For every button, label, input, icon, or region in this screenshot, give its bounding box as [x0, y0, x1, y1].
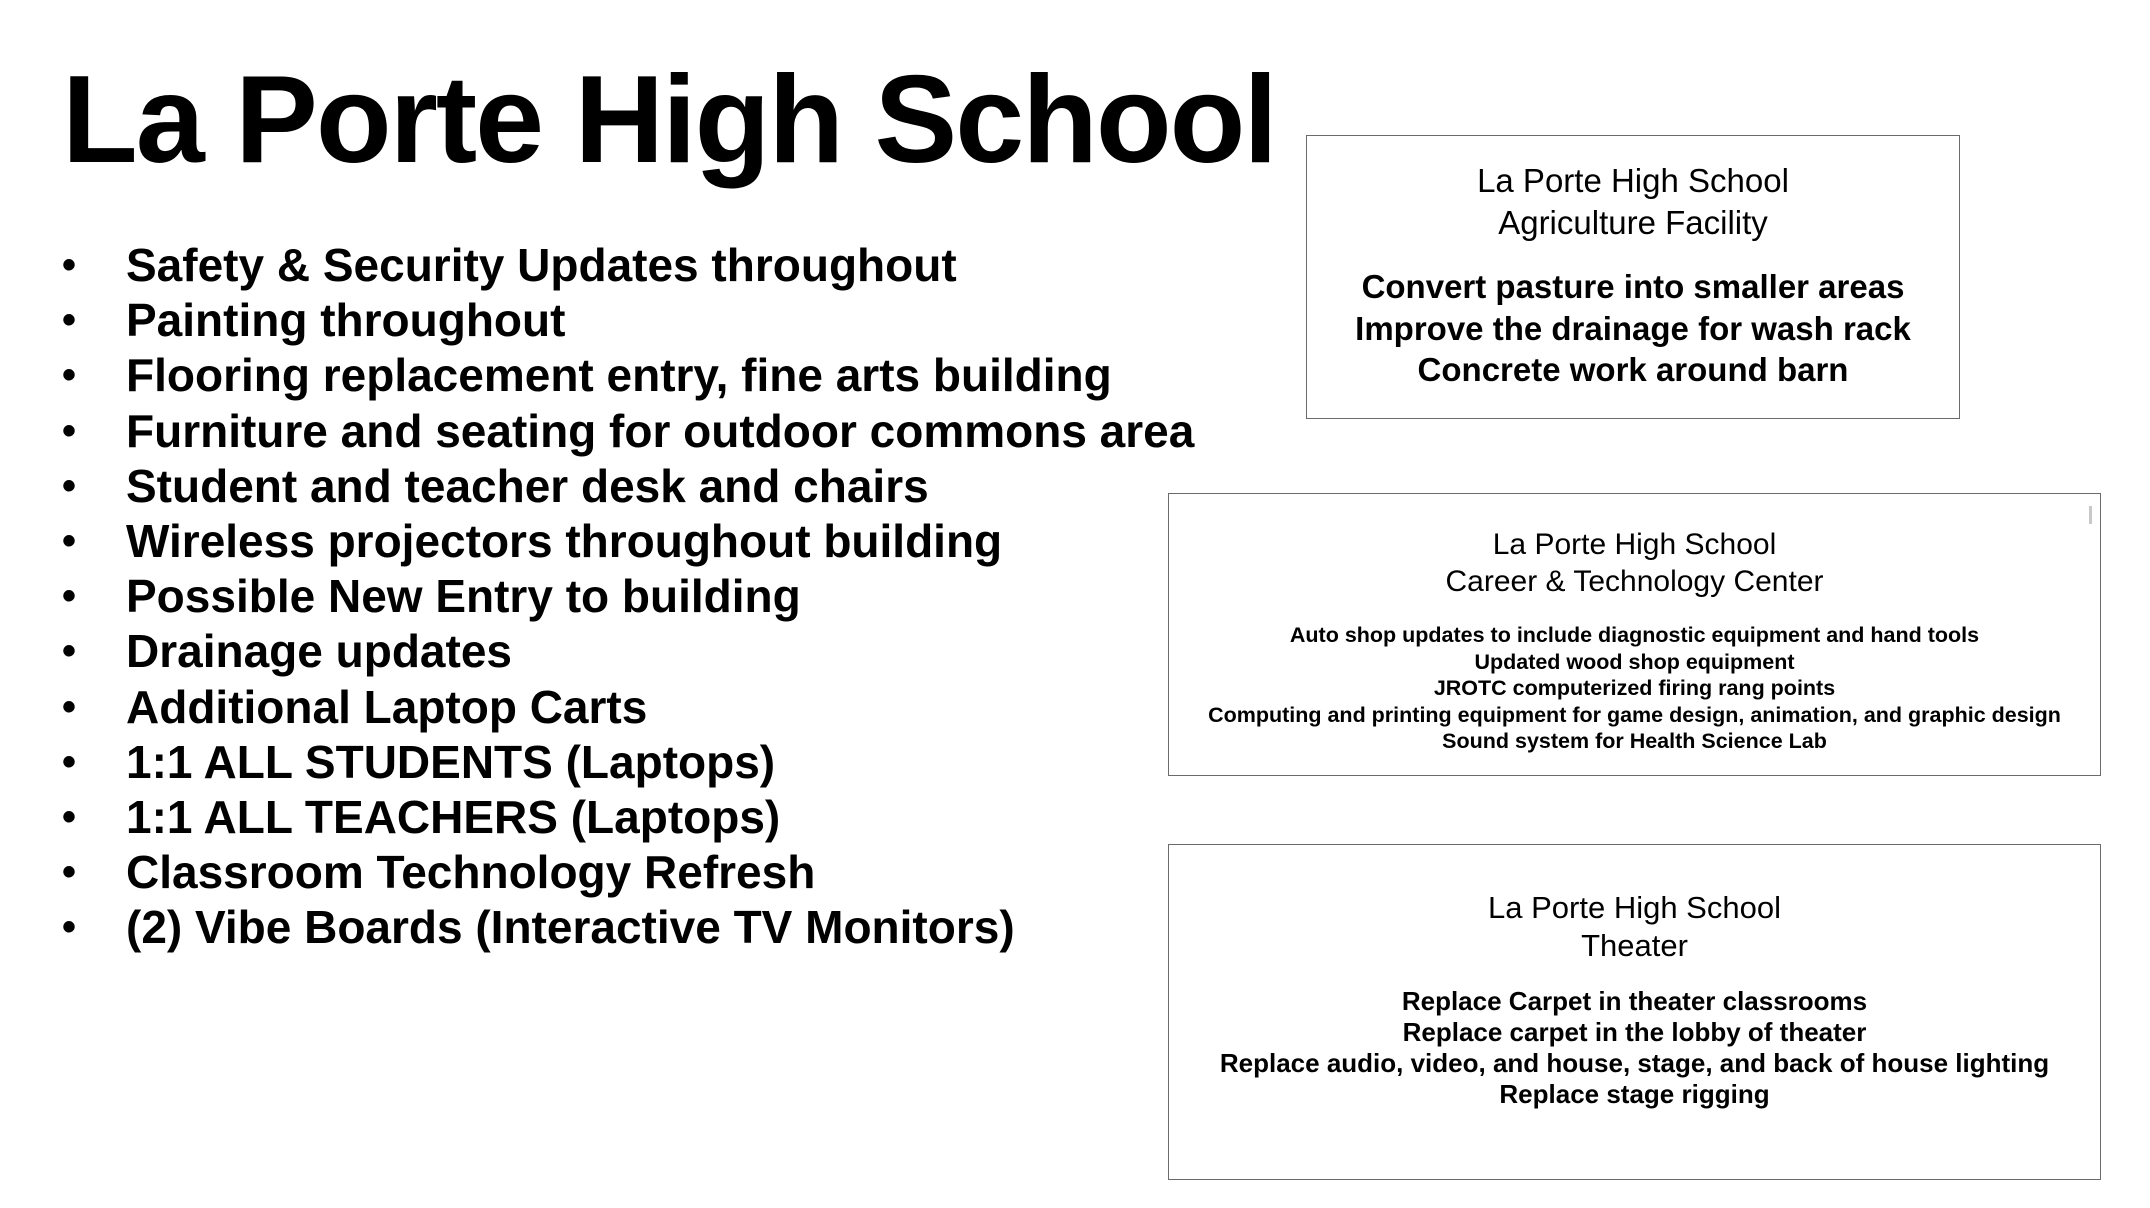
box-item: Replace audio, video, and house, stage, and back of house lighting — [1219, 1048, 2050, 1078]
bullet-dot-icon: • — [62, 629, 77, 674]
facility-name-line: Agriculture Facility — [1498, 204, 1768, 241]
bullet-item — [62, 293, 1194, 348]
box-heading — [1169, 526, 2100, 600]
bullet-item — [62, 680, 1194, 735]
bullet-text: Flooring replacement entry, fine arts building — [126, 349, 1112, 402]
box-item: Computing and printing equipment for game design, animation, and graphic design — [1208, 702, 2061, 727]
box-item: Sound system for Health Science Lab — [1442, 729, 1827, 753]
bullet-item — [62, 624, 1194, 679]
box-heading — [1307, 160, 1959, 244]
bullet-item — [62, 238, 1194, 293]
bullet-text: 1:1 ALL STUDENTS (Laptops) — [126, 735, 776, 788]
bullet-dot-icon: • — [62, 243, 77, 287]
box-item: Replace stage rigging — [1499, 1079, 1770, 1109]
career-technology-box — [1168, 493, 2101, 776]
bullet-text: Furniture and seating for outdoor commons area — [126, 404, 1195, 457]
bullet-item — [62, 404, 1194, 459]
school-name-line: La Porte High School — [1488, 890, 1781, 925]
bullet-item — [62, 348, 1194, 403]
bullet-item — [62, 459, 1194, 514]
box-item: Replace carpet in the lobby of theater — [1402, 1017, 1867, 1047]
box-item: Improve the drainage for wash rack — [1355, 309, 1911, 347]
bullet-dot-icon: • — [62, 518, 77, 563]
bullet-text: Safety & Security Updates throughout — [126, 239, 957, 291]
theater-box — [1168, 844, 2101, 1180]
box-item: Auto shop updates to include diagnostic equipment and hand tools — [1289, 623, 1980, 647]
bullet-text: Drainage updates — [126, 625, 512, 678]
box-heading — [1169, 889, 2100, 965]
school-name-line: La Porte High School — [1477, 162, 1789, 199]
bullet-text: Additional Laptop Carts — [126, 680, 648, 733]
bullet-dot-icon: • — [62, 739, 77, 784]
bullet-dot-icon: • — [62, 463, 77, 508]
bullet-text: Wireless projectors throughout building — [126, 514, 1003, 567]
box-item: Concrete work around barn — [1417, 351, 1849, 388]
bullet-text: Possible New Entry to building — [126, 570, 801, 623]
box-item-list — [1307, 266, 1959, 391]
bullet-text: Student and teacher desk and chairs — [126, 459, 929, 512]
bullet-dot-icon: • — [62, 408, 77, 453]
agriculture-facility-box — [1306, 135, 1960, 419]
box-item-list — [1169, 986, 2100, 1110]
bullet-dot-icon: • — [62, 850, 77, 895]
bullet-dot-icon: • — [62, 574, 77, 619]
box-item: JROTC computerized firing rang points — [1433, 676, 1836, 700]
bullet-dot-icon: • — [62, 794, 77, 839]
box-item: Convert pasture into smaller areas — [1361, 268, 1905, 305]
bullet-text: (2) Vibe Boards (Interactive TV Monitors) — [126, 901, 1015, 954]
bullet-text: 1:1 ALL TEACHERS (Laptops) — [126, 790, 781, 843]
scrollbar-thumb[interactable] — [2089, 506, 2092, 524]
bullet-item — [62, 569, 1194, 624]
school-name-line: La Porte High School — [1492, 528, 1777, 561]
bullet-item — [62, 735, 1194, 790]
bullet-item — [62, 900, 1194, 955]
bullet-dot-icon: • — [62, 353, 77, 398]
bullet-dot-icon: • — [62, 298, 77, 343]
facility-name-line: Career & Technology Center — [1445, 565, 1824, 598]
box-item-list — [1169, 622, 2100, 755]
bullet-text: Painting throughout — [126, 294, 566, 347]
slide-title: La Porte High School — [62, 51, 1276, 189]
bullet-item — [62, 790, 1194, 845]
box-item: Updated wood shop equipment — [1474, 649, 1795, 674]
improvement-bullet-list — [62, 238, 1194, 955]
bullet-item — [62, 514, 1194, 569]
box-item: Replace Carpet in theater classrooms — [1401, 986, 1868, 1016]
bullet-dot-icon: • — [62, 684, 77, 729]
bullet-dot-icon: • — [62, 905, 77, 950]
bullet-text: Classroom Technology Refresh — [126, 846, 816, 899]
facility-name-line: Theater — [1581, 928, 1688, 963]
bullet-item — [62, 845, 1194, 900]
